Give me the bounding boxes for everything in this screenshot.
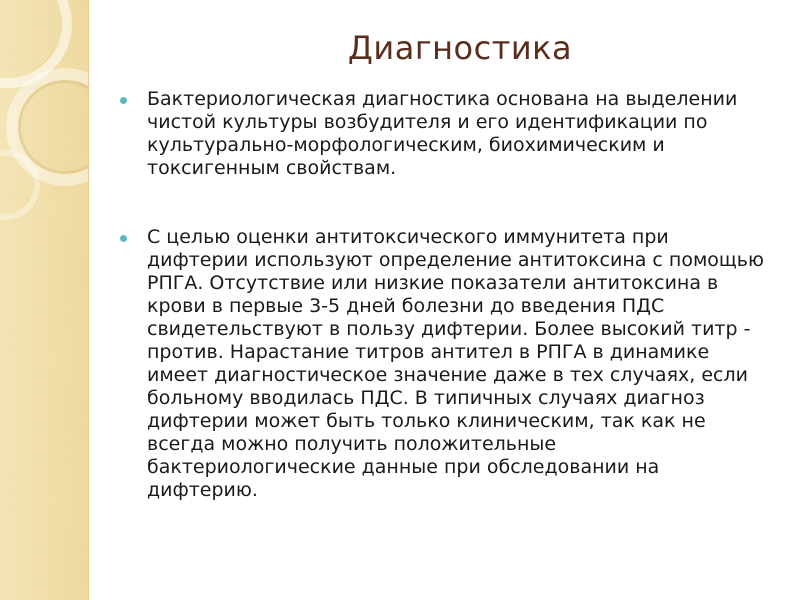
slide-content <box>120 88 770 502</box>
bullet-dot-icon <box>120 235 127 242</box>
decorative-side-band <box>0 0 89 600</box>
slide-title: Диагностика <box>347 29 573 67</box>
bullet-text: Бактериологическая диагностика основана на выделении чистой культуры возбудителя и его идентификации по культурально-морфологическим, биохимическим и токсигенным свойствам. <box>147 88 738 179</box>
bullet-text: С целью оценки антитоксического иммунитета при дифтерии используют определение антитоксина с помощью РПГА. Отсутствие или низкие показатели антитоксина в крови в первые 3-5 дней болезни до введения ПДС свидетельствуют в пользу дифтерии. Более высокий титр - против. Нарастание титров антител в РПГА в динамике имеет диагностическое значение даже в тех случаях, если больному вводилась ПДС. В типичных случаях диагноз дифтерии может быть только клиническим, так как не всегда можно получить положительные бактериологические данные при обследовании на дифтерию. <box>147 226 764 501</box>
bullet-item <box>120 88 770 180</box>
bullet-item <box>120 226 770 502</box>
bullet-dot-icon <box>120 97 127 104</box>
